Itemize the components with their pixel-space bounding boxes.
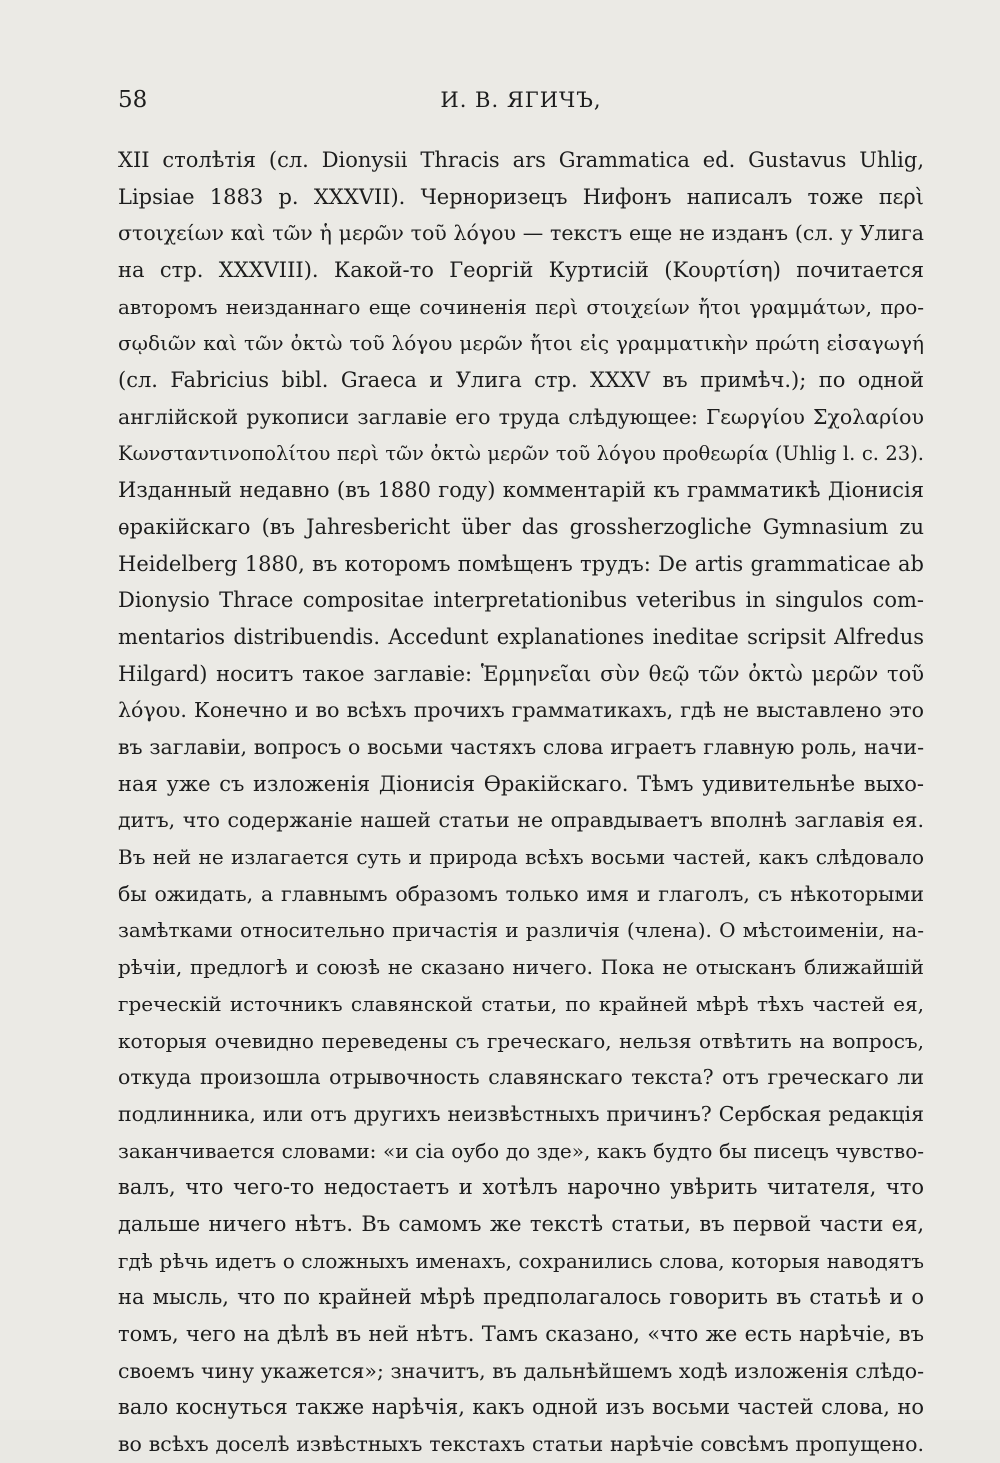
text-line: Въ ней не излагается суть и природа всѣхъ восьми частей, какъ слѣдовало (118, 845, 924, 870)
text-line: авторомъ неизданнаго еще сочиненія περὶ στοιχείων ἤτοι γραμμάτων, προ- (118, 294, 924, 319)
text-line: замѣтками относительно причастія и различія (члена). О мѣстоименіи, на- (118, 918, 924, 943)
text-line: бы ожидать, а главнымъ образомъ только имя и глаголъ, съ нѣкоторыми (118, 881, 924, 906)
text-line: на мысль, что по крайней мѣрѣ предполагалось говорить въ статьѣ и о (118, 1285, 924, 1310)
page-number: 58 (118, 87, 148, 113)
page-header (118, 84, 924, 116)
text-line: томъ, чего на дѣлѣ въ ней нѣтъ. Тамъ сказано, «что же есть нарѣчіе, въ (118, 1322, 924, 1346)
text-line: греческій источникъ славянской статьи, по крайней мѣрѣ тѣхъ частей ея, (118, 991, 924, 1016)
text-line: подлинника, или отъ другихъ неизвѣстныхъ причинъ? Сербская редакція (118, 1101, 924, 1126)
text-line: во всѣхъ доселѣ извѣстныхъ текстахъ статьи нарѣчіе совсѣмъ пропущено. (118, 1432, 924, 1457)
text-line: σῳδιῶν καὶ τῶν ὀκτὼ τοῦ λόγου μερῶν ἤτοι εἰς γραμματικὴν πρώτη εἰσαγωγή (118, 331, 924, 356)
text-line: гдѣ рѣчь идетъ о сложныхъ именахъ, сохранились слова, которыя наводятъ (118, 1248, 924, 1273)
text-line: въ заглавіи, вопросъ о восьми частяхъ слова играетъ главную роль, начи- (118, 735, 924, 759)
text-line: Dionysio Thrace compositae interpretationibus veteribus in singulos com- (118, 588, 924, 613)
text-line: заканчивается словами: «и сіа оубо до зде», какъ будто бы писецъ чувство- (118, 1138, 924, 1163)
text-line: откуда произошла отрывочность славянскаго текста? отъ греческаго ли (118, 1065, 924, 1090)
text-line: которыя очевидно переведены съ греческаго, нельзя отвѣтить на вопросъ, (118, 1028, 924, 1053)
text-line: своемъ чину укажется»; значитъ, въ дальнѣйшемъ ходѣ изложенія слѣдо- (118, 1358, 924, 1383)
text-line: (сл. Fabricius bibl. Graeca и Улига стр. XXXV въ примѣч.); по одной (118, 368, 924, 393)
text-line: Lipsiae 1883 p. XXXVII). Черноризецъ Нифонъ написалъ тоже περὶ (118, 184, 924, 209)
text-line: Κωνσταντινοπολίτου περὶ τῶν ὀκτὼ μερῶν τοῦ λόγου προθεωρία (Uhlig l. c. 23). (118, 441, 924, 465)
running-head: И. В. ЯГИЧЪ, (440, 88, 602, 112)
text-line: ная уже съ изложенія Діонисія Ѳракійскаго. Тѣмъ удивительнѣе выхо- (118, 771, 924, 796)
text-line: дитъ, что содержаніе нашей статьи не оправдываетъ вполнѣ заглавія ея. (118, 808, 924, 833)
text-line: на стр. XXXVIII). Какой-то Георгій Куртисій (Κουρτίση) почитается (118, 258, 924, 283)
text-line: mentarios distribuendis. Accedunt explanationes ineditae scripsit Alfredus (118, 624, 924, 649)
text-line: λόγου. Конечно и во всѣхъ прочихъ грамматикахъ, гдѣ не выставлено это (118, 698, 924, 723)
text-line: дальше ничего нѣтъ. Въ самомъ же текстѣ статьи, въ первой части ея, (118, 1211, 924, 1236)
body-text (118, 142, 924, 1463)
text-line: XII столѣтія (сл. Dionysii Thracis ars Grammatica ed. Gustavus Uhlig, (118, 148, 924, 172)
text-line: ѳракійскаго (въ Jahresbericht über das grossherzogliche Gymnasium zu (118, 514, 924, 539)
text-line: Изданный недавно (въ 1880 году) комментарій къ грамматикѣ Діонисія (118, 478, 924, 503)
text-line: вало коснуться также нарѣчія, какъ одной изъ восьми частей слова, но (118, 1395, 924, 1420)
text-line: Heidelberg 1880, въ которомъ помѣщенъ трудъ: De artis grammaticae ab (118, 551, 924, 576)
text-line: Hilgard) носитъ такое заглавіе: Ἑρμηνεῖαι σὺν θεῷ τῶν ὀκτὼ μερῶν τοῦ (118, 661, 924, 686)
text-line: рѣчіи, предлогѣ и союзѣ не сказано ничего. Пока не отысканъ ближайшій (118, 955, 924, 980)
text-line: англійской рукописи заглавіе его труда слѣдующее: Γεωργίου Σχολαρίου (118, 404, 924, 429)
text-line: στοιχείων καὶ τῶν ἡ μερῶν τοῦ λόγου — текстъ еще не изданъ (сл. у Улига (118, 221, 924, 246)
text-line: валъ, что чего-то недостаетъ и хотѣлъ нарочно увѣрить читателя, что (118, 1175, 924, 1200)
